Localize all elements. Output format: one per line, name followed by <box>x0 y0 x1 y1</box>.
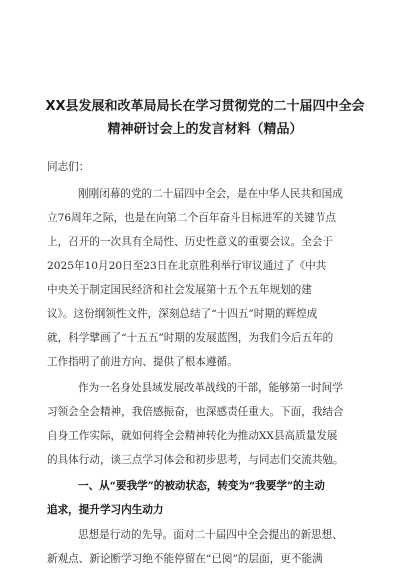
body-line: 新观点、新论断学习绝不能停留在“已阅”的层面，更不能满 <box>47 553 323 565</box>
document-title-line-1: XX县发展和改革局局长在学习贯彻党的二十届四中全会 <box>45 99 365 114</box>
body-line: 2025年10月20日至23日在北京胜利举行审议通过了《中共 <box>47 260 327 272</box>
body-line: 上，召开的一次具有全局性、历史性意义的重要会议。全会于 <box>47 236 334 248</box>
document-title-line-2: 精神研讨会上的发言材料（精品） <box>107 122 303 137</box>
body-line: 的具体行动，谈三点学习体会和初步思考，与同志们交流共勉。 <box>47 454 344 466</box>
body-line: 作为一名身处县域发展改革战线的干部，能够第一时间学 <box>78 382 343 394</box>
body-line: 立76周年之际，也是在向第二个百年奋斗目标进军的关键节点 <box>47 212 336 224</box>
body-line: 工作指明了前进方向、提供了根本遵循。 <box>47 356 238 368</box>
salutation: 同志们： <box>47 161 90 173</box>
body-line: 习领会全会精神，我倍感振奋，也深感责任重大。下面，我结合 <box>47 406 344 418</box>
body-line: 就，科学擘画了“十五五”时期的发展蓝图，为我们今后五年的 <box>47 332 334 344</box>
body-line: 思想是行动的先导。面对二十届四中全会提出的新思想、 <box>78 529 343 541</box>
section-heading-line-2: 追求，提升学习内生动力 <box>47 504 164 516</box>
body-line: 自身工作实际，就如何将全会精神转化为推动XX县高质量发展 <box>47 430 338 442</box>
body-line: 刚刚闭幕的党的二十届四中全会，是在中华人民共和国成 <box>78 188 343 200</box>
body-line: 中央关于制定国民经济和社会发展第十五个五年规划的建 <box>47 284 312 296</box>
section-heading-line-1: 一、从“要我学”的被动状态，转变为“我要学”的主动 <box>78 480 325 492</box>
body-line: 议》。这份纲领性文件，深刻总结了“十四五”时期的辉煌成 <box>47 308 318 320</box>
